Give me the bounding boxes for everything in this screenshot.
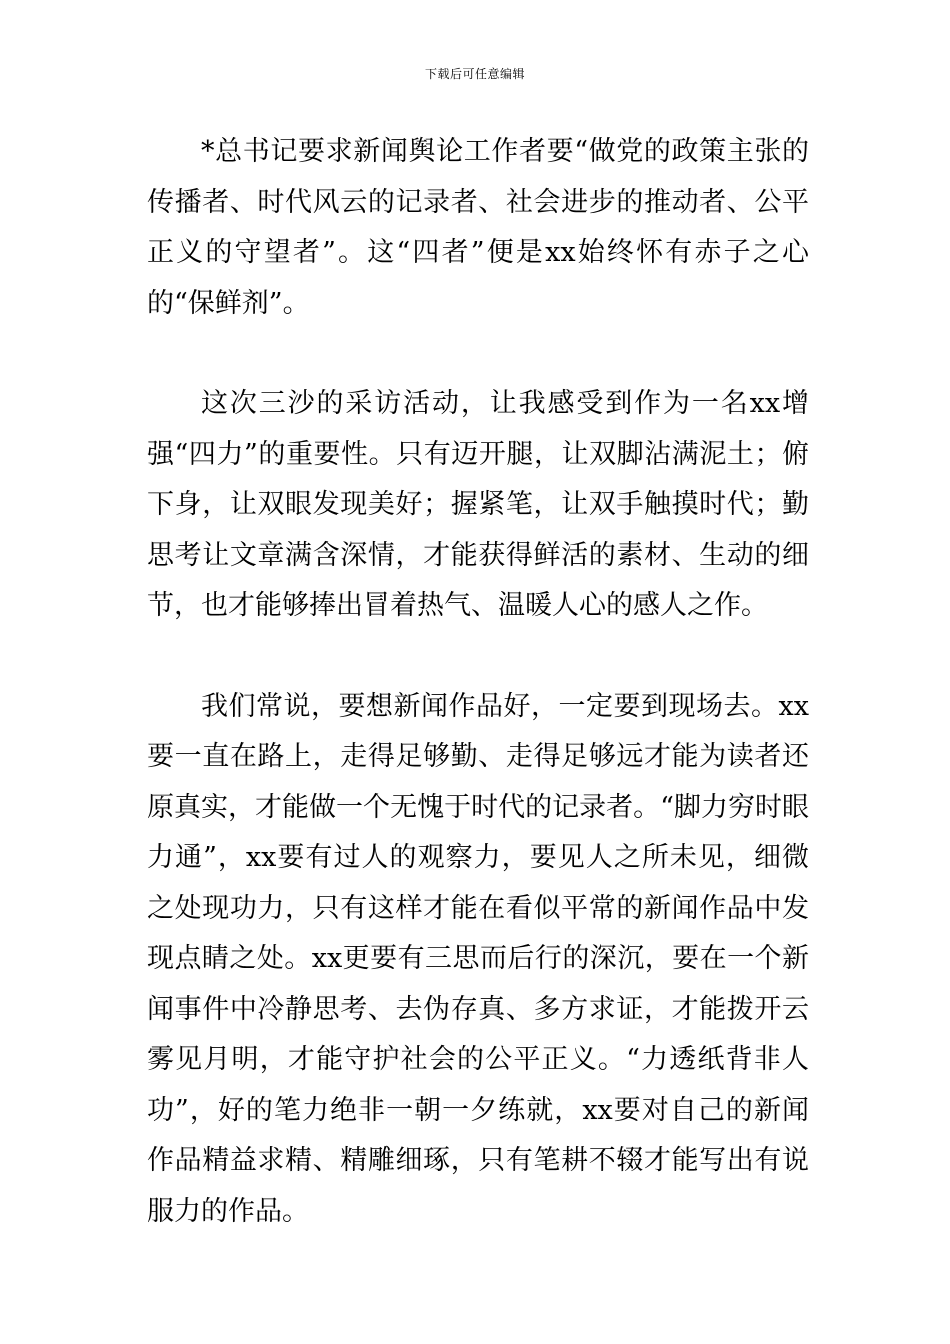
document-body	[147, 127, 809, 1237]
paragraph-2: 这次三沙的采访活动，让我感受到作为一名xx增强“四力”的重要性。只有迈开腿，让双脚沾满泥土；俯下身，让双眼发现美好；握紧笔，让双手触摸时代；勤思考让文章满含深情，才能获得鲜活的素材、生动的细节，也才能够捧出冒着热气、温暖人心的感人之作。	[147, 388, 809, 621]
paragraph-1: *总书记要求新闻舆论工作者要“做党的政策主张的传播者、时代风云的记录者、社会进步的推动者、公平正义的守望者”。这“四者”便是xx始终怀有赤子之心的“保鲜剂”。	[147, 136, 809, 319]
paragraph-3: 我们常说，要想新闻作品好，一定要到现场去。xx要一直在路上，走得足够勤、走得足够远才能为读者还原真实，才能做一个无愧于时代的记录者。“脚力穷时眼力通”，xx要有过人的观察力，要见人之所未见，细微之处现功力，只有这样才能在看似平常的新闻作品中发现点睛之处。xx更要有三思而后行的深沉，要在一个新闻事件中冷静思考、去伪存真、多方求证，才能拨开云雾见月明，才能守护社会的公平正义。“力透纸背非人功”，好的笔力绝非一朝一夕练就，xx要对自己的新闻作品精益求精、精雕细琢，只有笔耕不辍才能写出有说服力的作品。	[147, 690, 809, 1227]
page-header: 下载后可任意编辑	[424, 67, 525, 81]
